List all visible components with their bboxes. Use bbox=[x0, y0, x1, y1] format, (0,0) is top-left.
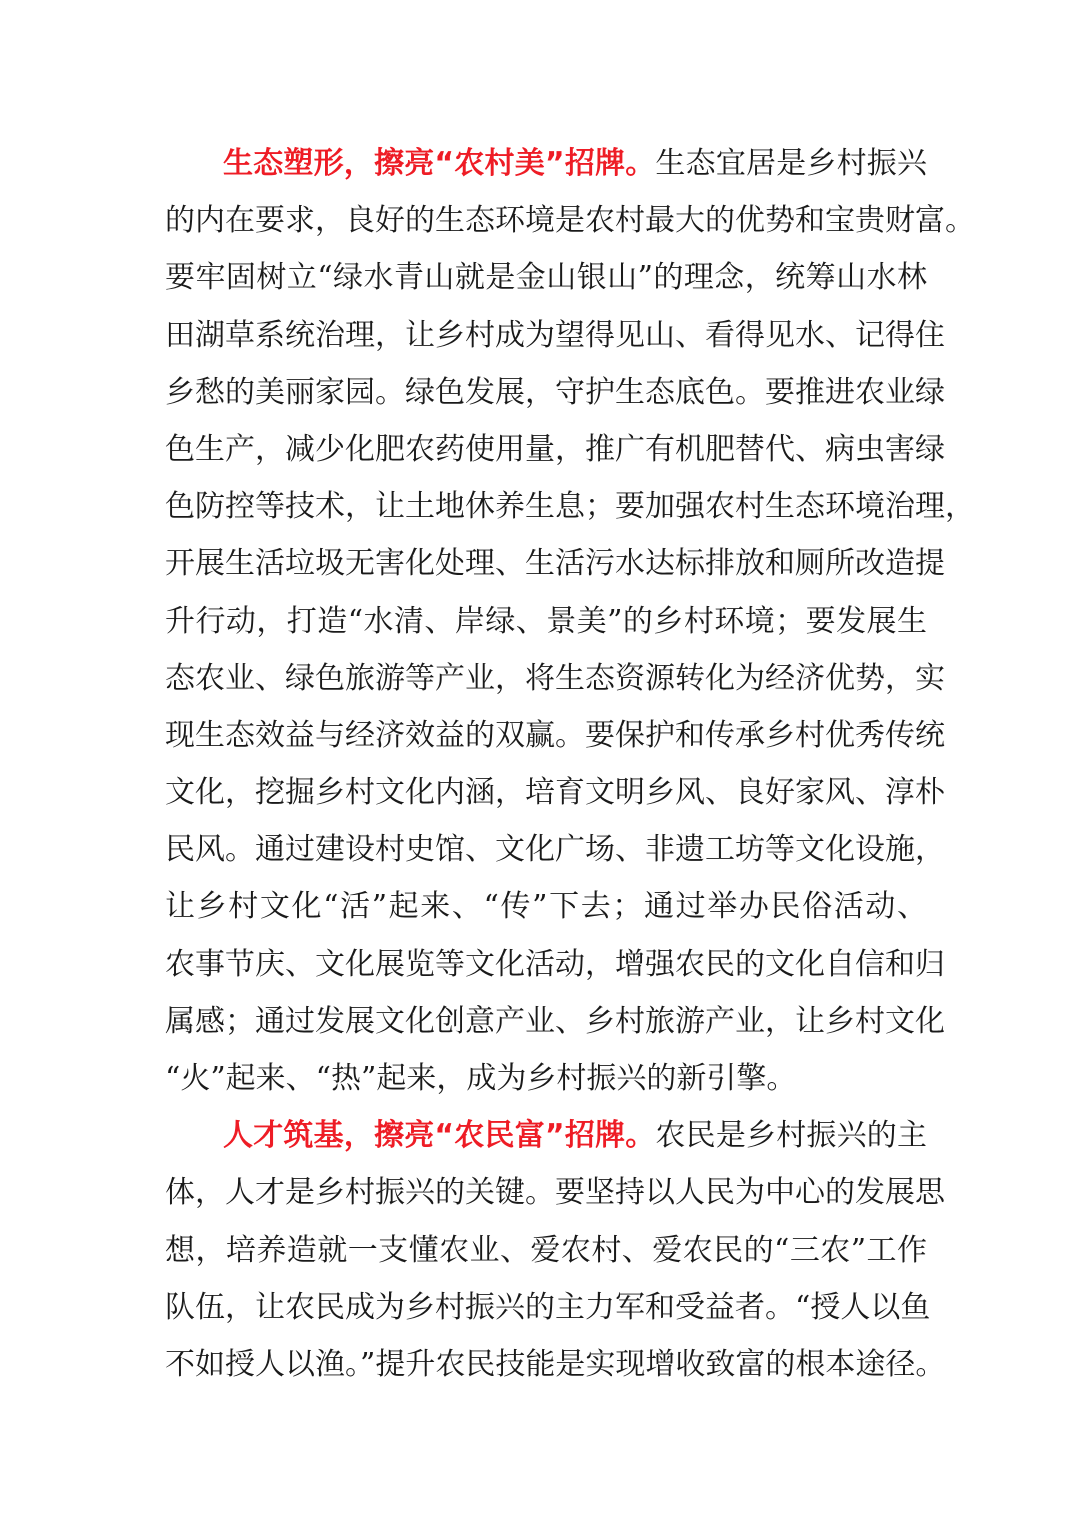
paragraph-1-line-1: 的内在要求，良好的生态环境是农村最大的优势和宝贵财富。 bbox=[165, 203, 975, 239]
document-body bbox=[165, 135, 975, 1393]
paragraph-2-line-3: 队伍，让农民成为乡村振兴的主力军和受益者。“授人以鱼 bbox=[165, 1289, 931, 1325]
paragraph-1-line-8: 升行动，打造“水清、岸绿、景美”的乡村环境；要发展生 bbox=[165, 603, 927, 639]
paragraph-1-line-15: 属感；通过发展文化创意产业、乡村旅游产业，让乡村文化 bbox=[165, 1003, 945, 1039]
paragraph-1-line-7: 开展生活垃圾无害化处理、生活污水达标排放和厕所改造提 bbox=[165, 546, 945, 582]
paragraph-1-line-12: 民风。通过建设村史馆、文化广场、非遗工坊等文化设施， bbox=[165, 832, 945, 868]
paragraph-1-first-line bbox=[165, 135, 927, 192]
paragraph-2-heading: 人才筑基，擦亮“农民富”招牌。 bbox=[223, 1118, 656, 1154]
paragraph-1-line-6: 色防控等技术，让土地休养生息；要加强农村生态环境治理， bbox=[165, 489, 975, 525]
paragraph-1-line-3: 田湖草系统治理，让乡村成为望得见山、看得见水、记得住 bbox=[165, 317, 945, 353]
paragraph-1-line-2: 要牢固树立“绿水青山就是金山银山”的理念，统筹山水林 bbox=[165, 260, 927, 296]
paragraph-1-line-5: 色生产，减少化肥农药使用量，推广有机肥替代、病虫害绿 bbox=[165, 431, 945, 467]
paragraph-2-first-line bbox=[165, 1107, 927, 1164]
paragraph-1-line-16: “火”起来、“热”起来，成为乡村振兴的新引擎。 bbox=[165, 1061, 797, 1096]
paragraph-1-line-14: 农事节庆、文化展览等文化活动，增强农民的文化自信和归 bbox=[165, 946, 945, 982]
paragraph-2-line-2: 想，培养造就一支懂农业、爱农村、爱农民的“三农”工作 bbox=[165, 1232, 927, 1268]
paragraph-1-heading: 生态塑形，擦亮“农村美”招牌。 bbox=[223, 146, 656, 181]
paragraph-1-line-10: 现生态效益与经济效益的双赢。要保护和传承乡村优秀传统 bbox=[165, 717, 945, 753]
paragraph-2-line-4: 不如授人以渔。”提升农民技能是实现增收致富的根本途径。 bbox=[165, 1346, 946, 1382]
paragraph-2-line-1: 体，人才是乡村振兴的关键。要坚持以人民为中心的发展思 bbox=[165, 1175, 945, 1211]
paragraph-1-line-13: 让乡村文化“活”起来、“传”下去；通过举办民俗活动、 bbox=[165, 889, 927, 925]
paragraph-1-line-0: 生态宜居是乡村振兴 bbox=[655, 146, 928, 181]
paragraph-1-line-9: 态农业、绿色旅游等产业，将生态资源转化为经济优势，实 bbox=[165, 660, 945, 696]
paragraph-2-line-0: 农民是乡村振兴的主 bbox=[655, 1118, 928, 1154]
paragraph-1-line-4: 乡愁的美丽家园。绿色发展，守护生态底色。要推进农业绿 bbox=[165, 374, 945, 410]
paragraph-1-line-11: 文化，挖掘乡村文化内涵，培育文明乡风、良好家风、淳朴 bbox=[165, 775, 945, 811]
